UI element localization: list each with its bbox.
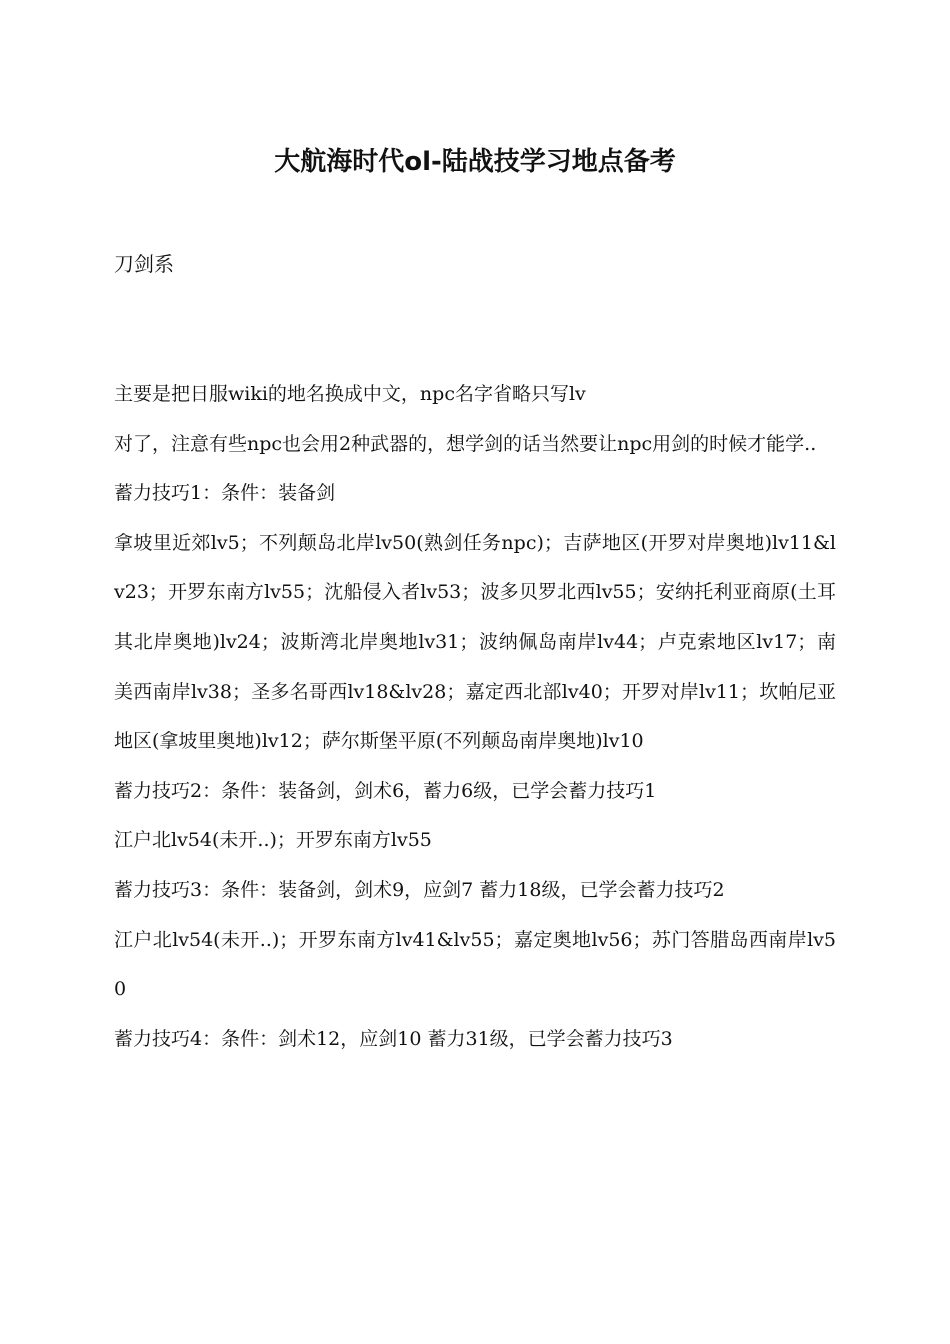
skill-3-condition: 蓄力技巧3：条件：装备剑，剑术9，应剑7 蓄力18级，已学会蓄力技巧2 [114,878,725,901]
skill-2-locations: 江户北lv54(未开..)；开罗东南方lv55 [114,829,432,852]
section-heading: 刀剑系 [114,252,174,276]
skill-2-condition: 蓄力技巧2：条件：装备剑，剑术6，蓄力6级，已学会蓄力技巧1 [114,779,657,802]
paragraph-intro: 主要是把日服wiki的地名换成中文，npc名字省略只写lv [114,383,586,405]
skill-4-condition: 蓄力技巧4：条件：剑术12，应剑10 蓄力31级，已学会蓄力技巧3 [114,1027,673,1050]
skill-1-locations: 拿坡里近郊lv5；不列颠岛北岸lv50(熟剑任务npc)；吉萨地区(开罗对岸奥地)lv11&lv23；开罗东南方lv55；沈船侵入者lv53；波多贝罗北西lv55；安纳托利亚商原(土耳其北岸奥地)lv24；波斯湾北岸奥地lv31；波纳佩岛南岸lv44；卢克索地区lv17；南美西南岸lv38；圣多名哥西lv18&lv28；嘉定西北部lv40；开罗对岸lv11；坎帕尼亚地区(拿坡里奥地)lv12；萨尔斯堡平原(不列颠岛南岸奥地)lv10 [114,531,836,753]
skill-3-locations: 江户北lv54(未开..)；开罗东南方lv41&lv55；嘉定奥地lv56；苏门答腊岛西南岸lv50 [114,928,836,1001]
skill-1-condition: 蓄力技巧1：条件：装备剑 [114,482,336,505]
document-body [114,370,836,1064]
document-title: 大航海时代ol-陆战技学习地点备考 [274,147,676,177]
paragraph-note: 对了，注意有些npc也会用2种武器的，想学剑的话当然要让npc用剑的时候才能学.. [114,432,817,455]
